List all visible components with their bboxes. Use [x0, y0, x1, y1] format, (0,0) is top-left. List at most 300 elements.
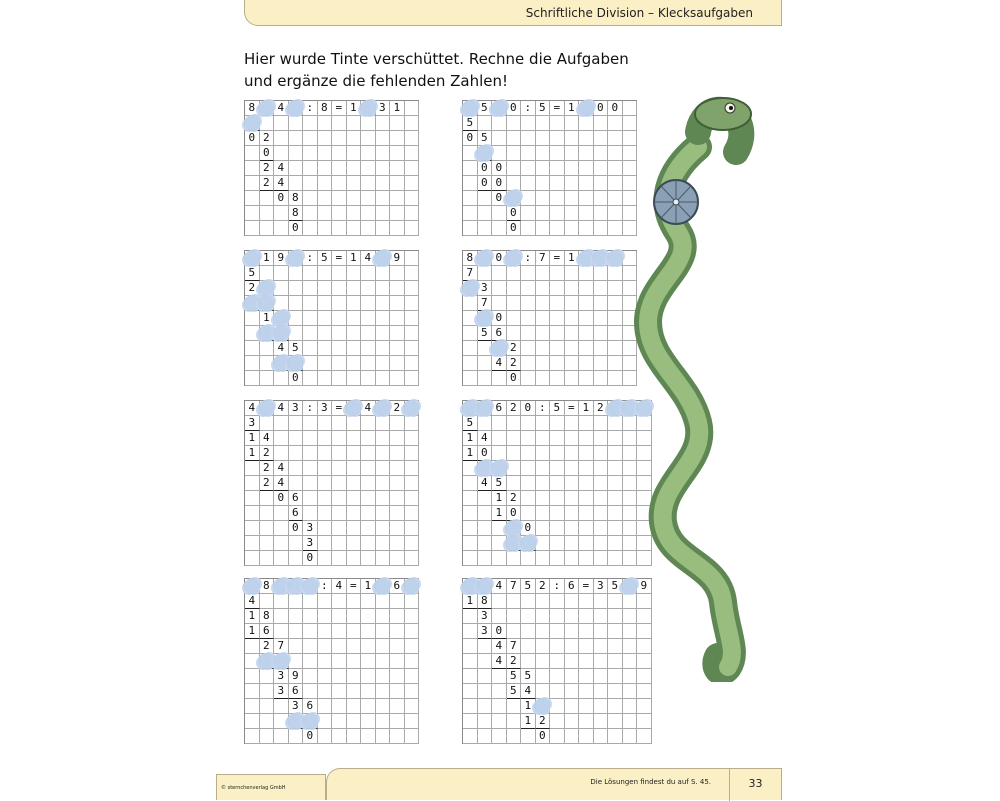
grid-cell	[579, 221, 594, 236]
ink-blot-icon	[607, 250, 623, 266]
grid-cell	[289, 594, 304, 609]
grid-cell	[405, 311, 420, 326]
grid-cell	[303, 506, 318, 521]
grid-cell	[376, 356, 391, 371]
grid-cell	[347, 326, 362, 341]
grid-cell	[390, 296, 405, 311]
grid-cell	[507, 521, 522, 536]
grid-cell	[536, 624, 551, 639]
grid-cell	[303, 296, 318, 311]
grid-cell	[478, 714, 493, 729]
grid-cell	[463, 491, 478, 506]
grid-cell	[608, 536, 623, 551]
grid-cell	[260, 594, 275, 609]
grid-cell	[405, 176, 420, 191]
grid-cell: 1	[245, 431, 260, 446]
footer-bar	[216, 768, 782, 800]
grid-cell	[579, 521, 594, 536]
grid-cell: 5	[463, 116, 478, 131]
grid-cell	[376, 341, 391, 356]
grid-cell	[507, 131, 522, 146]
grid-cell	[361, 461, 376, 476]
grid-cell	[332, 654, 347, 669]
grid-cell	[361, 416, 376, 431]
grid-cell	[361, 116, 376, 131]
grid-cell	[332, 146, 347, 161]
grid-cell: 5	[478, 131, 493, 146]
grid-cell	[318, 714, 333, 729]
grid-cell: 4	[260, 431, 275, 446]
grid-cell: 2	[260, 461, 275, 476]
grid-cell	[347, 206, 362, 221]
grid-cell: :	[550, 579, 565, 594]
grid-cell	[318, 609, 333, 624]
grid-cell	[260, 281, 275, 296]
grid-cell	[521, 491, 536, 506]
grid-cell	[289, 146, 304, 161]
grid-cell	[536, 176, 551, 191]
grid-cell	[492, 729, 507, 744]
grid-cell	[536, 446, 551, 461]
ink-blot-icon	[476, 145, 492, 161]
grid-cell	[521, 296, 536, 311]
grid-cell	[289, 431, 304, 446]
grid-cell	[376, 579, 391, 594]
grid-cell	[318, 191, 333, 206]
grid-cell	[521, 624, 536, 639]
grid-cell	[260, 371, 275, 386]
grid-cell	[260, 101, 275, 116]
grid-cell: 8	[260, 579, 275, 594]
grid-cell	[478, 251, 493, 266]
grid-cell	[521, 161, 536, 176]
exercise-7-grid	[244, 578, 419, 744]
grid-cell	[245, 341, 260, 356]
grid-cell	[565, 624, 580, 639]
grid-cell: 1	[463, 594, 478, 609]
grid-cell	[361, 176, 376, 191]
grid-cell	[318, 326, 333, 341]
grid-cell	[550, 311, 565, 326]
grid-cell	[536, 266, 551, 281]
grid-cell: 5	[507, 669, 522, 684]
grid-cell: 0	[492, 176, 507, 191]
grid-cell: 2	[507, 401, 522, 416]
grid-cell	[332, 221, 347, 236]
grid-cell	[376, 729, 391, 744]
grid-cell	[565, 551, 580, 566]
grid-cell	[550, 461, 565, 476]
grid-cell	[565, 431, 580, 446]
grid-cell	[289, 311, 304, 326]
grid-cell	[608, 206, 623, 221]
grid-cell: 1	[463, 446, 478, 461]
grid-cell: 4	[274, 176, 289, 191]
grid-cell	[390, 624, 405, 639]
grid-cell	[579, 654, 594, 669]
grid-cell	[521, 461, 536, 476]
grid-cell	[594, 699, 609, 714]
grid-cell	[376, 536, 391, 551]
grid-cell	[332, 206, 347, 221]
grid-cell	[594, 416, 609, 431]
grid-cell: 7	[463, 266, 478, 281]
grid-cell	[405, 281, 420, 296]
grid-cell	[260, 714, 275, 729]
grid-cell	[405, 491, 420, 506]
grid-cell	[347, 176, 362, 191]
grid-cell: 1	[565, 251, 580, 266]
grid-cell	[390, 431, 405, 446]
grid-cell: 3	[303, 521, 318, 536]
grid-cell	[361, 101, 376, 116]
grid-cell: =	[579, 579, 594, 594]
grid-cell	[318, 206, 333, 221]
grid-cell	[405, 146, 420, 161]
grid-cell: 3	[318, 401, 333, 416]
header-bar	[244, 0, 782, 26]
grid-cell	[260, 669, 275, 684]
grid-cell	[565, 191, 580, 206]
grid-cell	[579, 296, 594, 311]
grid-cell	[332, 176, 347, 191]
grid-cell: 4	[274, 476, 289, 491]
grid-cell	[478, 116, 493, 131]
grid-cell: 3	[478, 609, 493, 624]
grid-cell	[507, 146, 522, 161]
grid-cell: 0	[507, 221, 522, 236]
grid-cell	[550, 506, 565, 521]
grid-cell	[361, 491, 376, 506]
grid-cell	[274, 536, 289, 551]
grid-cell	[390, 176, 405, 191]
grid-cell: 7	[478, 296, 493, 311]
page-number: 33	[729, 769, 781, 801]
grid-cell	[390, 639, 405, 654]
grid-cell	[521, 371, 536, 386]
grid-cell	[405, 609, 420, 624]
grid-cell	[608, 476, 623, 491]
grid-cell	[260, 551, 275, 566]
grid-cell	[536, 521, 551, 536]
grid-cell	[361, 221, 376, 236]
grid-cell	[390, 266, 405, 281]
grid-cell	[492, 221, 507, 236]
ink-blot-icon	[258, 325, 274, 341]
grid-cell: 0	[492, 624, 507, 639]
grid-cell	[594, 521, 609, 536]
grid-cell	[536, 491, 551, 506]
grid-cell	[347, 521, 362, 536]
grid-cell	[550, 191, 565, 206]
grid-cell	[507, 161, 522, 176]
grid-cell	[550, 326, 565, 341]
grid-cell	[608, 356, 623, 371]
grid-cell	[463, 161, 478, 176]
grid-cell	[550, 356, 565, 371]
grid-cell	[550, 221, 565, 236]
grid-cell	[245, 221, 260, 236]
grid-cell	[478, 191, 493, 206]
grid-cell: 0	[608, 101, 623, 116]
grid-cell	[318, 729, 333, 744]
grid-cell	[536, 191, 551, 206]
grid-cell: 0	[260, 146, 275, 161]
grid-cell	[492, 371, 507, 386]
grid-cell: 0	[521, 401, 536, 416]
grid-cell	[463, 654, 478, 669]
grid-cell	[361, 146, 376, 161]
grid-cell: 3	[478, 624, 493, 639]
grid-cell	[245, 356, 260, 371]
grid-cell	[565, 536, 580, 551]
grid-cell	[361, 639, 376, 654]
grid-cell	[492, 116, 507, 131]
grid-cell	[608, 699, 623, 714]
grid-cell	[260, 506, 275, 521]
grid-cell: 5	[245, 266, 260, 281]
grid-cell	[579, 206, 594, 221]
grid-cell	[318, 311, 333, 326]
grid-cell	[536, 431, 551, 446]
grid-cell	[318, 699, 333, 714]
grid-cell	[565, 341, 580, 356]
ink-blot-icon	[374, 400, 390, 416]
grid-cell	[637, 684, 652, 699]
grid-cell	[550, 551, 565, 566]
grid-cell: 6	[289, 684, 304, 699]
grid-cell	[289, 609, 304, 624]
grid-cell	[347, 506, 362, 521]
grid-cell	[492, 551, 507, 566]
grid-cell	[376, 191, 391, 206]
ink-blot-icon	[505, 520, 521, 536]
grid-cell	[565, 506, 580, 521]
grid-cell	[318, 341, 333, 356]
grid-cell	[579, 699, 594, 714]
grid-cell	[565, 416, 580, 431]
ink-blot-icon	[534, 698, 550, 714]
grid-cell	[521, 176, 536, 191]
grid-cell	[521, 654, 536, 669]
grid-cell	[550, 699, 565, 714]
grid-cell	[361, 654, 376, 669]
grid-cell	[507, 609, 522, 624]
grid-cell	[594, 536, 609, 551]
grid-cell	[608, 506, 623, 521]
grid-cell	[565, 446, 580, 461]
grid-cell	[521, 131, 536, 146]
grid-cell	[303, 669, 318, 684]
grid-cell	[347, 221, 362, 236]
grid-cell	[507, 311, 522, 326]
grid-cell	[347, 491, 362, 506]
grid-cell	[550, 131, 565, 146]
grid-cell	[289, 116, 304, 131]
grid-cell	[376, 251, 391, 266]
grid-cell	[579, 176, 594, 191]
grid-cell	[565, 521, 580, 536]
grid-cell	[347, 624, 362, 639]
ink-blot-icon	[258, 280, 274, 296]
grid-cell	[405, 356, 420, 371]
grid-cell	[289, 714, 304, 729]
grid-cell	[390, 669, 405, 684]
grid-cell	[550, 371, 565, 386]
grid-cell	[463, 684, 478, 699]
grid-cell: 5	[478, 101, 493, 116]
grid-cell	[521, 506, 536, 521]
footer-main-box	[326, 768, 782, 800]
grid-cell: 5	[289, 341, 304, 356]
grid-cell: 1	[347, 251, 362, 266]
ink-blot-icon	[374, 250, 390, 266]
grid-cell	[245, 714, 260, 729]
ink-blot-icon	[374, 578, 390, 594]
grid-cell	[318, 446, 333, 461]
grid-cell	[274, 446, 289, 461]
grid-cell: 0	[507, 506, 522, 521]
grid-cell	[347, 191, 362, 206]
grid-cell	[521, 594, 536, 609]
ink-blot-icon	[505, 535, 521, 551]
grid-cell	[536, 476, 551, 491]
grid-cell	[463, 536, 478, 551]
grid-cell	[463, 669, 478, 684]
grid-cell	[245, 206, 260, 221]
grid-cell	[478, 521, 493, 536]
grid-cell	[550, 431, 565, 446]
grid-cell	[521, 281, 536, 296]
grid-cell	[463, 281, 478, 296]
grid-cell	[579, 161, 594, 176]
grid-cell	[478, 579, 493, 594]
grid-cell	[318, 266, 333, 281]
ink-blot-icon	[258, 100, 274, 116]
grid-cell	[303, 594, 318, 609]
ink-blot-icon	[273, 310, 289, 326]
grid-cell	[507, 266, 522, 281]
grid-cell	[318, 146, 333, 161]
grid-cell: 4	[492, 639, 507, 654]
grid-cell: 2	[260, 639, 275, 654]
grid-cell	[594, 116, 609, 131]
grid-cell	[550, 476, 565, 491]
grid-cell	[565, 654, 580, 669]
grid-cell	[332, 506, 347, 521]
grid-cell	[565, 476, 580, 491]
grid-cell	[405, 446, 420, 461]
grid-cell: =	[550, 101, 565, 116]
grid-cell	[245, 579, 260, 594]
grid-cell	[405, 161, 420, 176]
exercise-1-grid	[244, 100, 419, 236]
grid-cell	[361, 714, 376, 729]
ink-blot-icon	[244, 578, 260, 594]
grid-cell	[492, 594, 507, 609]
grid-cell	[463, 729, 478, 744]
grid-cell	[521, 116, 536, 131]
grid-cell: 2	[594, 401, 609, 416]
grid-cell: 6	[565, 579, 580, 594]
grid-cell	[332, 446, 347, 461]
grid-cell	[390, 341, 405, 356]
grid-cell	[565, 461, 580, 476]
snake-cap-button	[673, 199, 679, 205]
grid-cell	[318, 624, 333, 639]
grid-cell: 2	[507, 491, 522, 506]
grid-cell	[376, 266, 391, 281]
grid-cell	[318, 296, 333, 311]
ink-blot-icon	[273, 653, 289, 669]
grid-cell: 2	[536, 714, 551, 729]
grid-cell: 2	[507, 341, 522, 356]
grid-cell	[245, 551, 260, 566]
grid-cell	[303, 146, 318, 161]
grid-cell	[361, 431, 376, 446]
grid-cell: 2	[260, 161, 275, 176]
grid-cell	[594, 491, 609, 506]
grid-cell	[303, 609, 318, 624]
grid-cell	[274, 296, 289, 311]
grid-cell	[521, 446, 536, 461]
grid-cell	[390, 161, 405, 176]
grid-cell	[318, 594, 333, 609]
grid-cell	[347, 266, 362, 281]
ink-blot-icon	[244, 250, 260, 266]
grid-cell	[245, 116, 260, 131]
grid-cell	[536, 609, 551, 624]
grid-cell	[347, 446, 362, 461]
grid-cell: 6	[390, 579, 405, 594]
grid-cell	[463, 521, 478, 536]
grid-cell	[405, 521, 420, 536]
grid-cell: 1	[245, 609, 260, 624]
grid-cell	[390, 491, 405, 506]
grid-cell	[405, 654, 420, 669]
grid-cell	[245, 669, 260, 684]
grid-cell	[536, 416, 551, 431]
grid-cell	[318, 461, 333, 476]
grid-cell: 7	[507, 579, 522, 594]
grid-cell	[376, 699, 391, 714]
grid-cell	[361, 699, 376, 714]
grid-cell	[289, 416, 304, 431]
grid-cell	[579, 669, 594, 684]
grid-cell	[347, 461, 362, 476]
grid-cell: 2	[245, 281, 260, 296]
grid-cell	[245, 699, 260, 714]
grid-cell: 6	[260, 624, 275, 639]
ink-blot-icon	[287, 578, 303, 594]
grid-cell	[361, 296, 376, 311]
grid-cell	[245, 146, 260, 161]
grid-cell	[478, 311, 493, 326]
grid-cell	[594, 371, 609, 386]
footer-copyright-box	[216, 774, 326, 800]
grid-cell: 4	[361, 401, 376, 416]
grid-cell: 6	[289, 491, 304, 506]
grid-cell	[245, 491, 260, 506]
grid-cell	[260, 729, 275, 744]
grid-cell	[463, 191, 478, 206]
grid-cell	[405, 191, 420, 206]
grid-cell: 4	[478, 476, 493, 491]
grid-cell	[405, 476, 420, 491]
grid-cell	[390, 131, 405, 146]
exercise-5-grid	[244, 400, 419, 566]
grid-cell	[608, 281, 623, 296]
